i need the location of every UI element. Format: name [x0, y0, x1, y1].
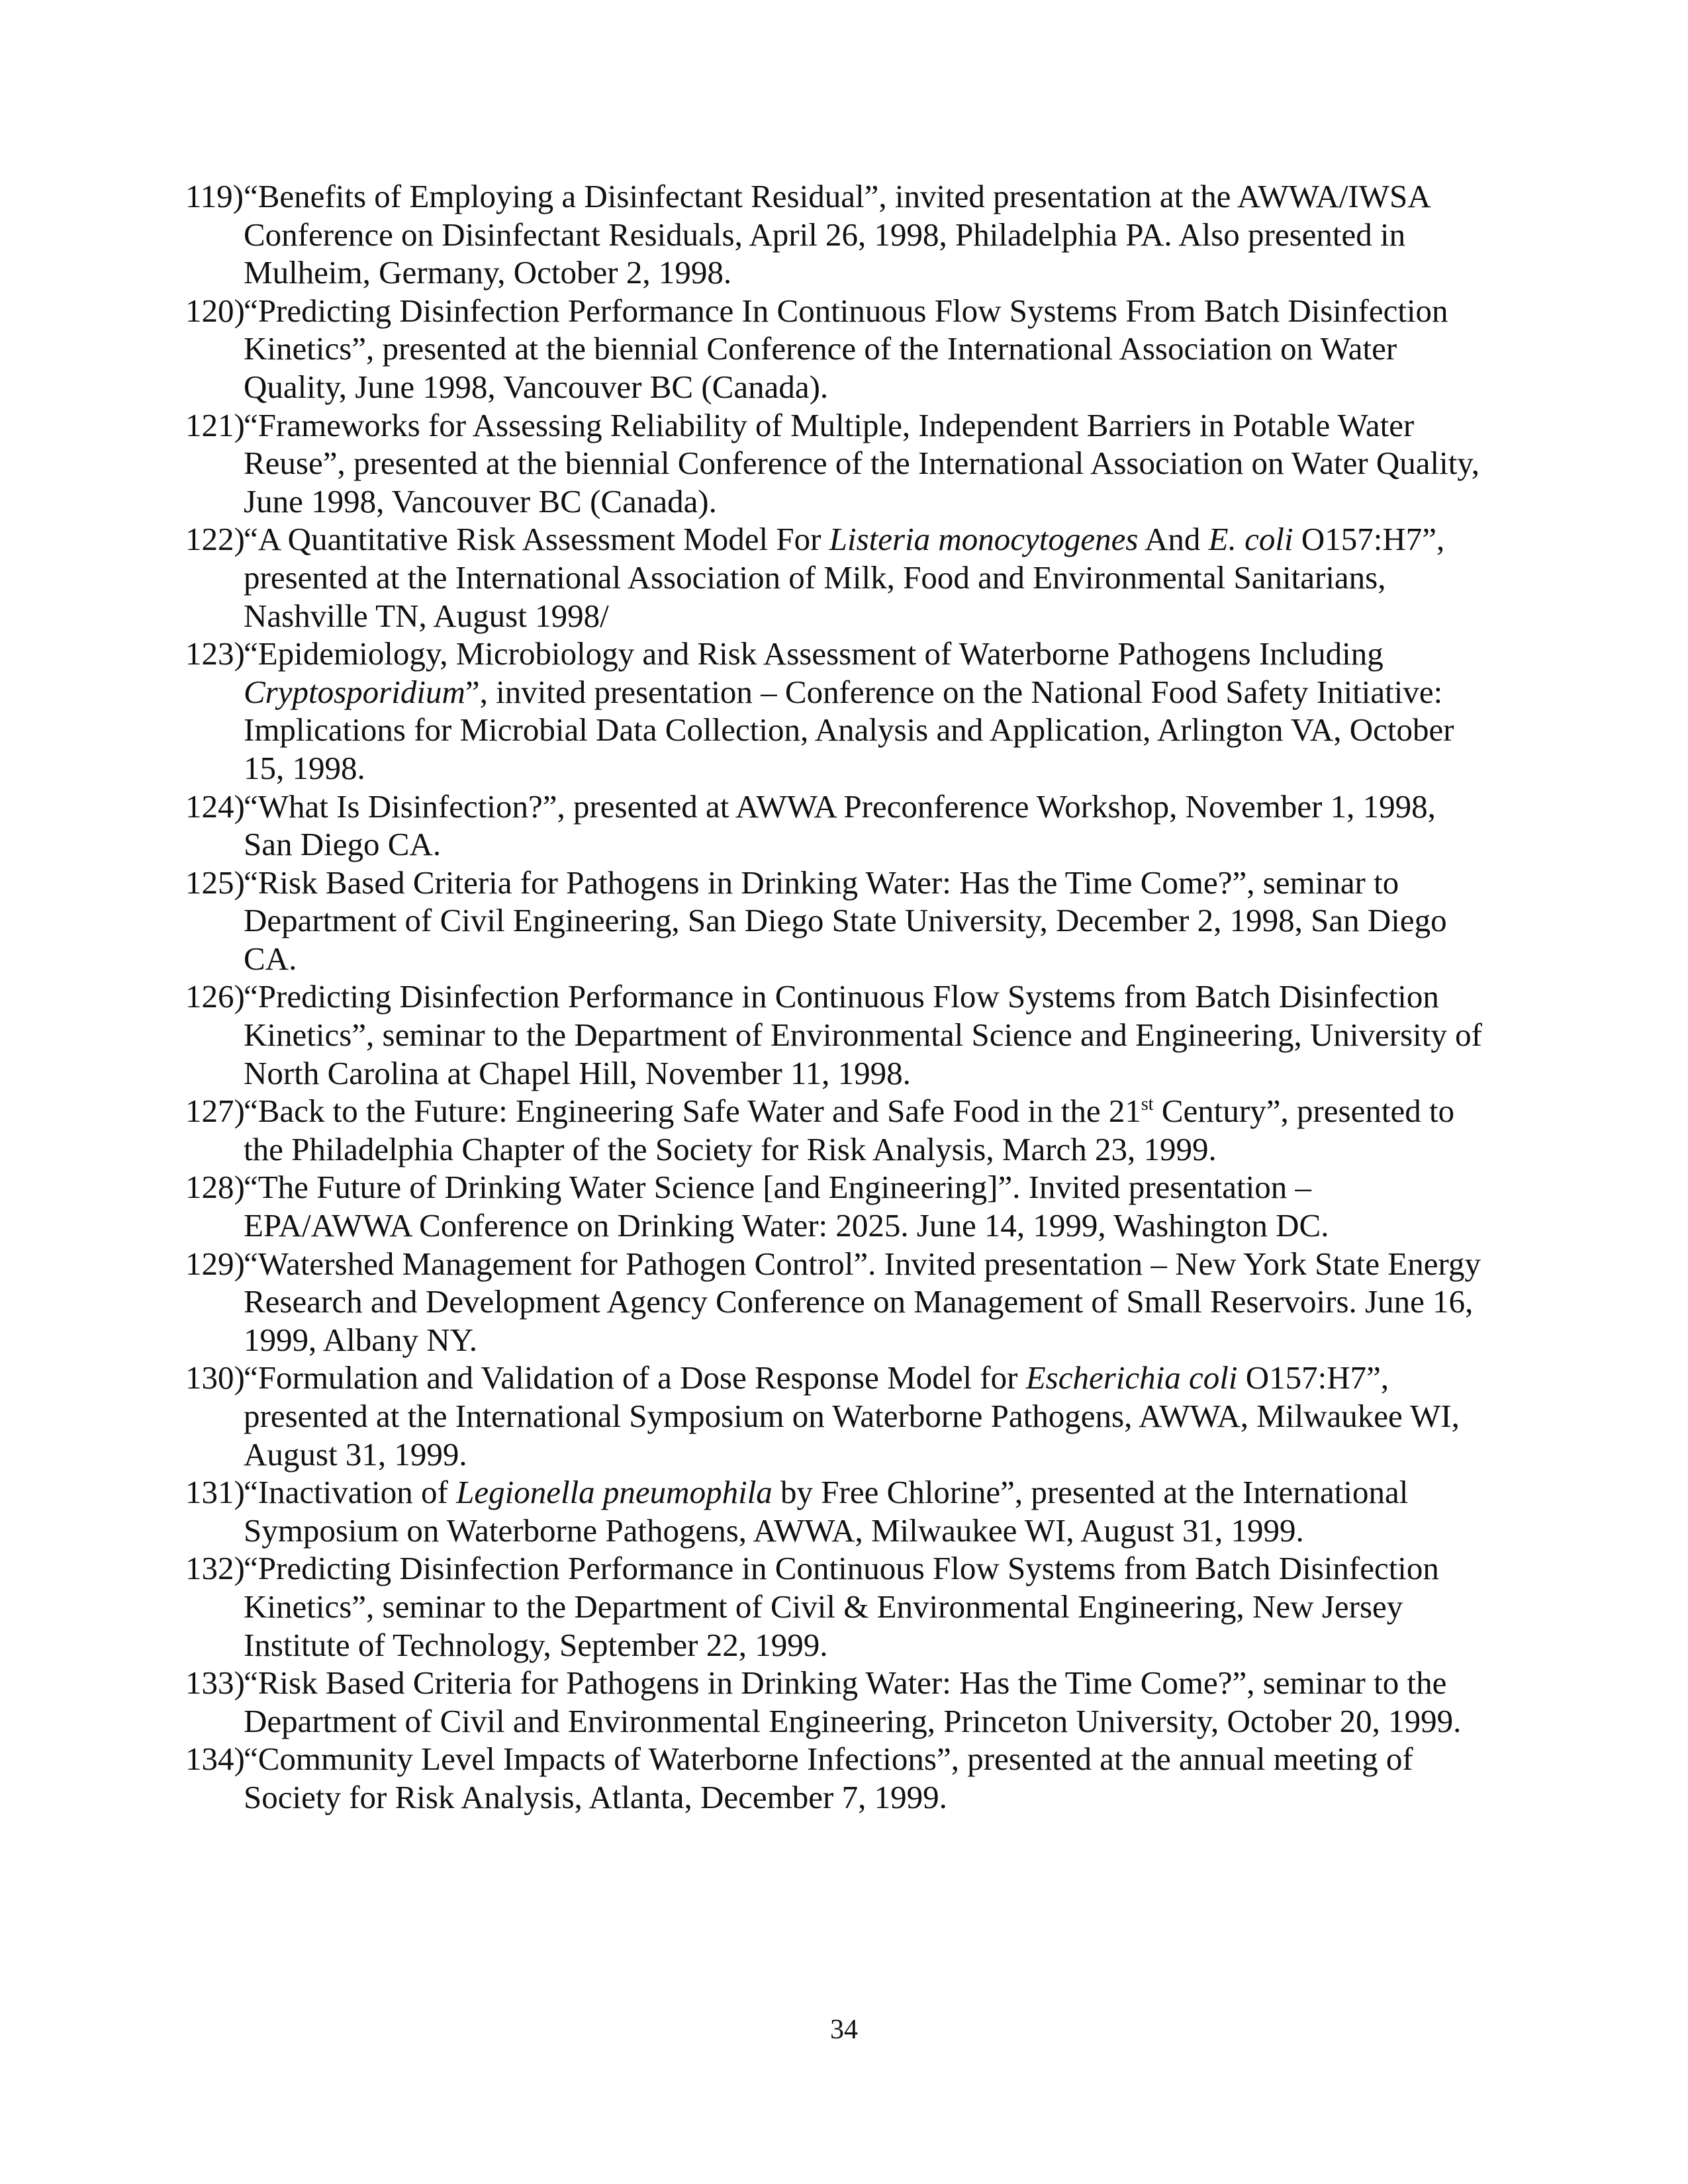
list-item	[185, 1473, 1483, 1549]
entry-number: 123)	[185, 635, 245, 672]
entry-number: 129)	[185, 1245, 245, 1282]
presentation-list	[185, 177, 1483, 1817]
list-item	[185, 1092, 1483, 1168]
list-item	[185, 520, 1483, 635]
entry-text: “The Future of Drinking Water Science [and Engineering]”. Invited presentation – EPA/AWWA Conference on Drinking Water: 2025. June 14, 1999, Washington DC.	[244, 1169, 1329, 1244]
list-item	[185, 1359, 1483, 1473]
list-item	[185, 635, 1483, 787]
entry-number: 125)	[185, 864, 245, 901]
entry-number: 124)	[185, 788, 245, 825]
list-item	[185, 1245, 1483, 1359]
entry-text: “Frameworks for Assessing Reliability of Multiple, Independent Barriers in Potable Water Reuse”, presented at the biennial Conference of the International Association on Water Quality, June 1998, Vancouver BC (Canada).	[244, 406, 1479, 520]
entry-number: 130)	[185, 1359, 245, 1396]
list-item	[185, 406, 1483, 521]
entry-number: 120)	[185, 292, 245, 329]
entry-text: “Watershed Management for Pathogen Control”. Invited presentation – New York State Energy Research and Development Agency Conference on Management of Small Reservoirs. June 16, 1999, Albany NY.	[244, 1245, 1481, 1358]
list-item	[185, 1664, 1483, 1740]
list-item	[185, 177, 1483, 292]
entry-text: “Inactivation of Legionella pneumophila by Free Chlorine”, presented at the International Symposium on Waterborne Pathogens, AWWA, Milwaukee WI, August 31, 1999.	[244, 1474, 1409, 1549]
entry-number: 127)	[185, 1093, 245, 1130]
entry-number: 122)	[185, 521, 245, 558]
entry-text: “A Quantitative Risk Assessment Model For Listeria monocytogenes And E. coli O157:H7”, presented at the International Association of Milk, Food and Environmental Sanitarians, Nashville TN, August 1998/	[244, 521, 1445, 634]
list-item	[185, 1740, 1483, 1816]
entry-number: 121)	[185, 406, 245, 443]
list-item	[185, 788, 1483, 864]
list-item	[185, 292, 1483, 406]
entry-number: 126)	[185, 978, 245, 1015]
entry-text: “Back to the Future: Engineering Safe Water and Safe Food in the 21st Century”, presented to the Philadelphia Chapter of the Society for Risk Analysis, March 23, 1999.	[244, 1093, 1455, 1167]
entry-text: “Benefits of Employing a Disinfectant Residual”, invited presentation at the AWWA/IWSA Conference on Disinfectant Residuals, April 26, 1998, Philadelphia PA. Also presented in Mulheim, Germany, October 2, 1998.	[244, 178, 1429, 291]
list-item	[185, 978, 1483, 1092]
entry-number: 132)	[185, 1550, 245, 1587]
list-item	[185, 1549, 1483, 1664]
entry-number: 134)	[185, 1741, 245, 1778]
entry-text: “Predicting Disinfection Performance in Continuous Flow Systems from Batch Disinfection Kinetics”, seminar to the Department of Environmental Science and Engineering, University of North Carolina at Chapel Hill, November 11, 1998.	[244, 978, 1482, 1091]
entry-text: “Predicting Disinfection Performance In Continuous Flow Systems From Batch Disinfection Kinetics”, presented at the biennial Conference of the International Association on Water Quality, June 1998, Vancouver BC (Canada).	[244, 292, 1448, 405]
entry-text: “Risk Based Criteria for Pathogens in Drinking Water: Has the Time Come?”, seminar to the Department of Civil and Environmental Engineering, Princeton University, October 20, 1999.	[244, 1664, 1462, 1739]
entry-text: “Risk Based Criteria for Pathogens in Drinking Water: Has the Time Come?”, seminar to Department of Civil Engineering, San Diego State University, December 2, 1998, San Diego CA.	[244, 864, 1447, 977]
list-item	[185, 1168, 1483, 1244]
entry-number: 128)	[185, 1169, 245, 1206]
entry-text: “Epidemiology, Microbiology and Risk Assessment of Waterborne Pathogens Including Cryptosporidium”, invited presentation – Conference on the National Food Safety Initiative: Implications for Microbial Data Collection, Analysis and Application, Arlington VA, October 15, 1998.	[244, 635, 1454, 786]
entry-number: 119)	[185, 178, 244, 214]
entry-text: “What Is Disinfection?”, presented at AWWA Preconference Workshop, November 1, 1998, San Diego CA.	[244, 788, 1436, 863]
entry-text: “Community Level Impacts of Waterborne Infections”, presented at the annual meeting of Society for Risk Analysis, Atlanta, December 7, 1999.	[244, 1741, 1413, 1815]
entry-text: “Formulation and Validation of a Dose Response Model for Escherichia coli O157:H7”, presented at the International Symposium on Waterborne Pathogens, AWWA, Milwaukee WI, August 31, 1999.	[244, 1359, 1460, 1473]
entry-number: 133)	[185, 1664, 245, 1702]
entry-text: “Predicting Disinfection Performance in Continuous Flow Systems from Batch Disinfection Kinetics”, seminar to the Department of Civil & Environmental Engineering, New Jersey Institute of Technology, September 22, 1999.	[244, 1550, 1439, 1663]
list-item	[185, 864, 1483, 978]
page-number: 34	[830, 2015, 858, 2045]
entry-number: 131)	[185, 1474, 245, 1511]
